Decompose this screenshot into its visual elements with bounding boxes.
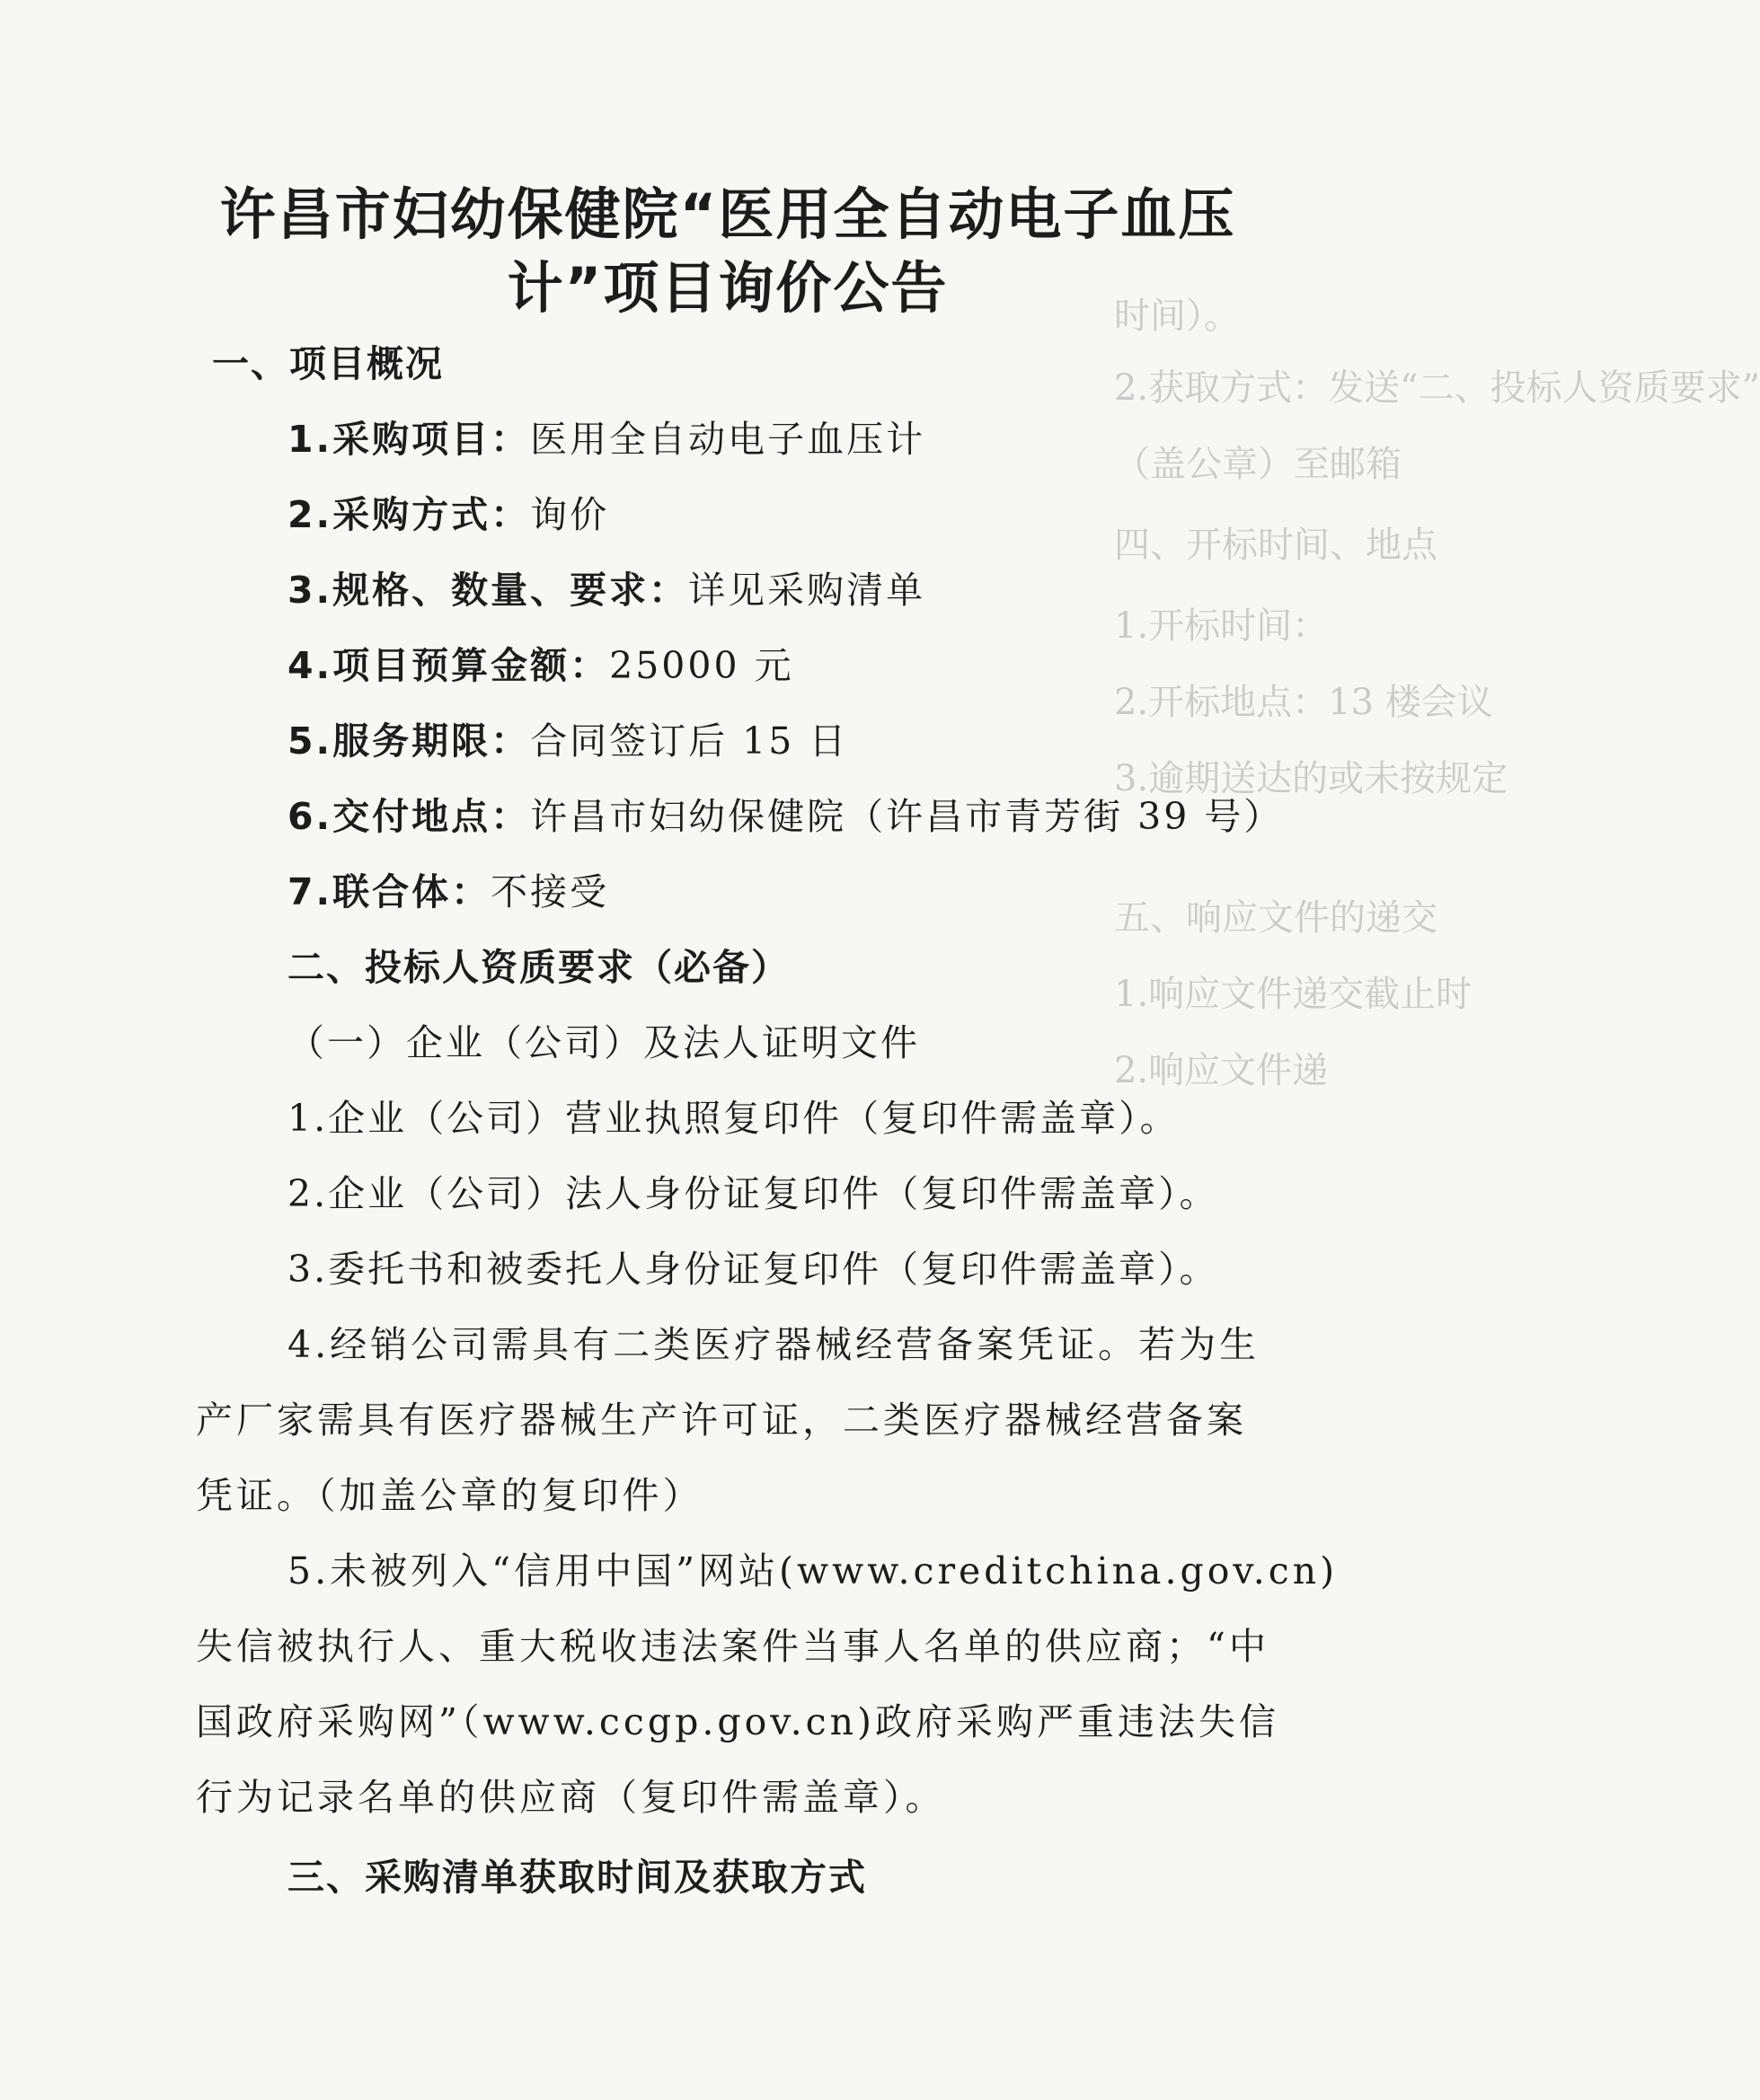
bleed-line: 2.响应文件递 <box>1114 1050 1329 1091</box>
requirement-item-5-line-3: 国政府采购网”（www.ccgp.gov.cn)政府采购严重违法失信 <box>196 1700 1279 1743</box>
budget-amount <box>287 644 794 687</box>
item-value: 不接受 <box>491 870 610 913</box>
specification <box>287 569 926 612</box>
section-1-heading: 一、项目概况 <box>212 342 444 385</box>
item-value: 许昌市妇幼保健院（许昌市青芳街 39 号） <box>530 795 1284 838</box>
item-label: 4.项目预算金额： <box>287 644 610 687</box>
section-2-heading: 二、投标人资质要求（必备） <box>287 946 790 989</box>
item-value: 合同签订后 15 日 <box>530 719 849 763</box>
bleed-line: 四、开标时间、地点 <box>1114 525 1437 566</box>
item-label: 6.交付地点： <box>287 795 531 838</box>
item-label: 5.服务期限： <box>287 719 531 763</box>
requirement-item: 2.企业（公司）法人身份证复印件（复印件需盖章）。 <box>287 1172 1219 1215</box>
document-title-line-2: 计”项目询价公告 <box>507 255 949 321</box>
item-label: 2.采购方式： <box>287 493 531 536</box>
item-label: 3.规格、数量、要求： <box>287 569 689 612</box>
requirement-item-5-line-1: 5.未被列入“信用中国”网站(www.creditchina.gov.cn) <box>287 1549 1339 1593</box>
bleed-line: 2.获取方式：发送“二、投标人资质要求” <box>1114 367 1760 409</box>
requirement-item: 1.企业（公司）营业执照复印件（复印件需盖章）。 <box>287 1097 1180 1140</box>
requirement-item-5-line-2: 失信被执行人、重大税收违法案件当事人名单的供应商；“中 <box>196 1625 1269 1668</box>
requirement-item: 3.委托书和被委托人身份证复印件（复印件需盖章）。 <box>287 1248 1219 1291</box>
bleed-line: （盖公章）至邮箱 <box>1114 444 1402 485</box>
bleed-line: 2.开标地点：13 楼会议 <box>1114 682 1493 723</box>
procurement-method <box>287 493 610 536</box>
requirement-item-4-line-1: 4.经销公司需具有二类医疗器械经营备案凭证。若为生 <box>287 1323 1260 1366</box>
requirement-item-4-line-3: 凭证。（加盖公章的复印件） <box>196 1474 703 1517</box>
item-label: 7.联合体： <box>287 870 491 913</box>
bleed-line: 1.响应文件递交截止时 <box>1114 974 1473 1015</box>
consortium <box>287 870 610 913</box>
item-value: 询价 <box>530 493 610 536</box>
document-title-line-1: 许昌市妇幼保健院“医用全自动电子血压 <box>219 181 1236 247</box>
delivery-location <box>287 795 1284 838</box>
item-value: 医用全自动电子血压计 <box>530 418 926 461</box>
requirement-item-5-line-4: 行为记录名单的供应商（复印件需盖章）。 <box>196 1776 946 1819</box>
requirement-item-4-line-2: 产厂家需具有医疗器械生产许可证，二类医疗器械经营备案 <box>196 1399 1247 1442</box>
bleed-line: 1.开标时间： <box>1114 605 1329 647</box>
service-period <box>287 719 849 763</box>
bleed-line: 五、响应文件的递交 <box>1114 897 1437 939</box>
bleed-line: 3.逾期送达的或未按规定 <box>1114 758 1508 799</box>
bleed-line: 时间）。 <box>1114 296 1240 337</box>
section-3-heading: 三、采购清单获取时间及获取方式 <box>287 1856 867 1899</box>
project-item <box>287 418 926 461</box>
item-label: 1.采购项目： <box>287 418 531 461</box>
item-value: 25000 元 <box>609 644 794 687</box>
section-2-subheading: （一）企业（公司）及法人证明文件 <box>287 1021 920 1064</box>
item-value: 详见采购清单 <box>688 569 926 612</box>
